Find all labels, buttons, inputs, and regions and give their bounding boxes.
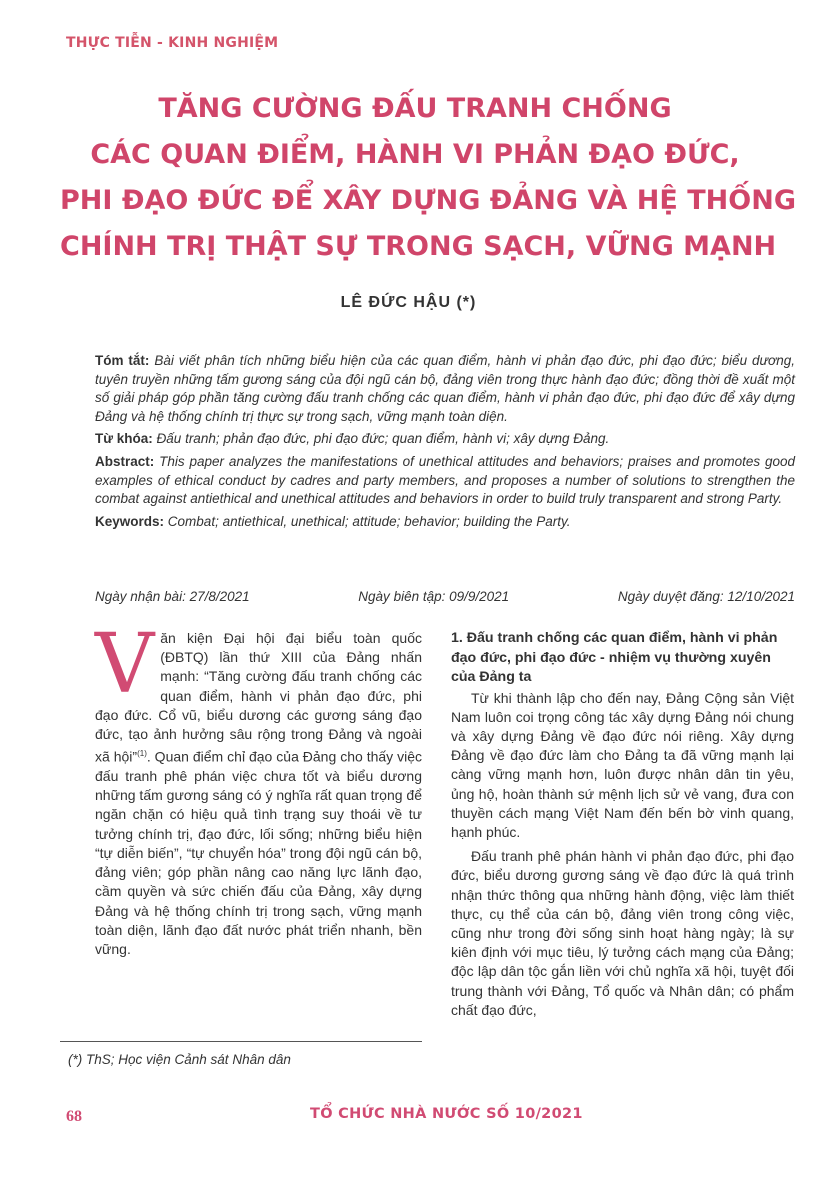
vi-abstract: [95, 352, 795, 426]
body-column-right: [451, 629, 794, 1020]
vi-keywords-text: Đấu tranh; phản đạo đức, phi đạo đức; quan điểm, hành vi; xây dựng Đảng.: [156, 431, 610, 447]
vi-keywords: [95, 430, 795, 449]
footnote-ref: (1): [137, 749, 147, 759]
en-keywords: [95, 513, 795, 532]
en-keywords-text: Combat; antiethical, unethical; attitude; behavior; building the Party.: [167, 513, 571, 529]
intro-paragraph: [95, 617, 422, 959]
title-line: PHI ĐẠO ĐỨC ĐỂ XÂY DỰNG ĐẢNG VÀ HỆ THỐNG: [60, 185, 796, 216]
en-abstract-label: Abstract:: [95, 453, 155, 469]
vi-keywords-label: Từ khóa:: [95, 431, 153, 447]
body-column-left: [95, 617, 422, 959]
en-abstract-text: This paper analyzes the manifestations of unethical attitudes and behaviors; praises and promotes good examples of ethical conduct by cadres and party members, and proposes a number of solutions to strengthen the combat against antiethical and unethical attitudes and behaviors in order to build truly transparent and strong Party.: [95, 453, 795, 507]
journal-issue: TỔ CHỨC NHÀ NƯỚC SỐ 10/2021: [310, 1106, 583, 1122]
body-paragraph: Đấu tranh phê phán hành vi phản đạo đức, phi đạo đức, biểu dương gương sáng về đạo đức là quá trình nhận thức thông qua những hành động, việc làm thiết thực, cụ thể của cán bộ, đảng viên trong công việc, cũng như trong đời sống sinh hoạt hàng ngày; là sự kiên định với mục tiêu, lý tưởng cách mạng của Đảng; độc lập dân tộc gắn liền với chủ nghĩa xã hội, tuyệt đối trung thành với Đảng, Tổ quốc và Nhân dân; có phẩm chất đạo đức,: [451, 848, 794, 1018]
body-paragraph: Từ khi thành lập cho đến nay, Đảng Cộng sản Việt Nam luôn coi trọng công tác xây dựng Đảng nói chung và xây dựng Đảng về đạo đức nói riêng. Xây dựng Đảng về đạo đức làm cho Đảng ta đã vững mạnh lại càng vững mạnh hơn, luôn được nhân dân tin yêu, ủng hộ, hoàn thành sứ mệnh lịch sử vẻ vang, đưa con thuyền cách mạng Việt Nam đến bến bờ vinh quang, hạnh phúc.: [451, 689, 794, 840]
page-number: 68: [66, 1108, 82, 1125]
title-line: CÁC QUAN ĐIỂM, HÀNH VI PHẢN ĐẠO ĐỨC,: [90, 139, 740, 170]
author-name: LÊ ĐỨC HẬU (*): [340, 294, 477, 311]
vi-abstract-text: Bài viết phân tích những biểu hiện của các quan điểm, hành vi phản đạo đức, phi đạo đức; biểu dương, tuyên truyền những tấm gương sáng của đội ngũ cán bộ, đảng viên trong thực hành đạo đức; đồng thời đề xuất một số giải pháp góp phần tăng cường đấu tranh chống các quan điểm, hành vi phản đạo đức, phi đạo đức để xây dựng Đảng và hệ thống chính trị thực sự trong sạch, vững mạnh toàn diện.: [95, 353, 795, 424]
drop-cap: V: [95, 617, 155, 712]
title-line: CHÍNH TRỊ THẬT SỰ TRONG SẠCH, VỮNG MẠNH: [60, 231, 777, 262]
en-abstract: [95, 453, 795, 509]
vi-abstract-label: Tóm tắt:: [95, 353, 150, 368]
section-label: THỰC TIỄN - KINH NGHIỆM: [66, 35, 279, 51]
intro-text-cont: . Quan điểm chỉ đạo của Đảng cho thấy việc đấu tranh phê phán việc chưa tốt và biểu dương những tấm gương sáng có ý nghĩa rất quan trọng để ngăn chặn có hiệu quả tình trạng suy thoái về tư tưởng chính trị, đạo đức, lối sống; những biểu hiện “tự diễn biến”, “tự chuyển hóa” trong đội ngũ cán bộ, đảng viên; góp phần nâng cao năng lực lãnh đạo, cầm quyền và sức chiến đấu của Đảng, xây dựng Đảng và hệ thống chính trị trong sạch, vững mạnh toàn diện, lãnh đạo đất nước phát triển nhanh, bền vững.: [95, 748, 422, 957]
author-footnote: (*) ThS; Học viện Cảnh sát Nhân dân: [68, 1052, 291, 1067]
article-title: [60, 86, 796, 270]
article-dates: [95, 589, 795, 604]
section-heading: 1. Đấu tranh chống các quan điểm, hành vi phản đạo đức, phi đạo đức - nhiệm vụ thường xuyên của Đảng ta: [451, 630, 778, 685]
en-keywords-label: Keywords:: [95, 513, 165, 529]
date-edited: Ngày biên tập: 09/9/2021: [358, 589, 510, 604]
date-received: Ngày nhận bài: 27/8/2021: [95, 589, 250, 604]
abstract-block: [95, 352, 795, 535]
date-approved: Ngày duyệt đăng: 12/10/2021: [617, 589, 795, 604]
footnote-divider: [60, 1041, 422, 1042]
intro-text: ăn kiện Đại hội đại biểu toàn quốc (ĐBTQ) lần thứ XIII của Đảng nhấn mạnh: “Tăng cường đấu tranh chống các quan điểm, hành vi phản đạo đức, phi đạo đức. Cổ vũ, biểu dương các gương sáng đạo đức, tạo ảnh hưởng sâu rộng trong Đảng và ngoài xã hội”: [95, 630, 422, 765]
title-line: TĂNG CƯỜNG ĐẤU TRANH CHỐNG: [158, 93, 672, 124]
